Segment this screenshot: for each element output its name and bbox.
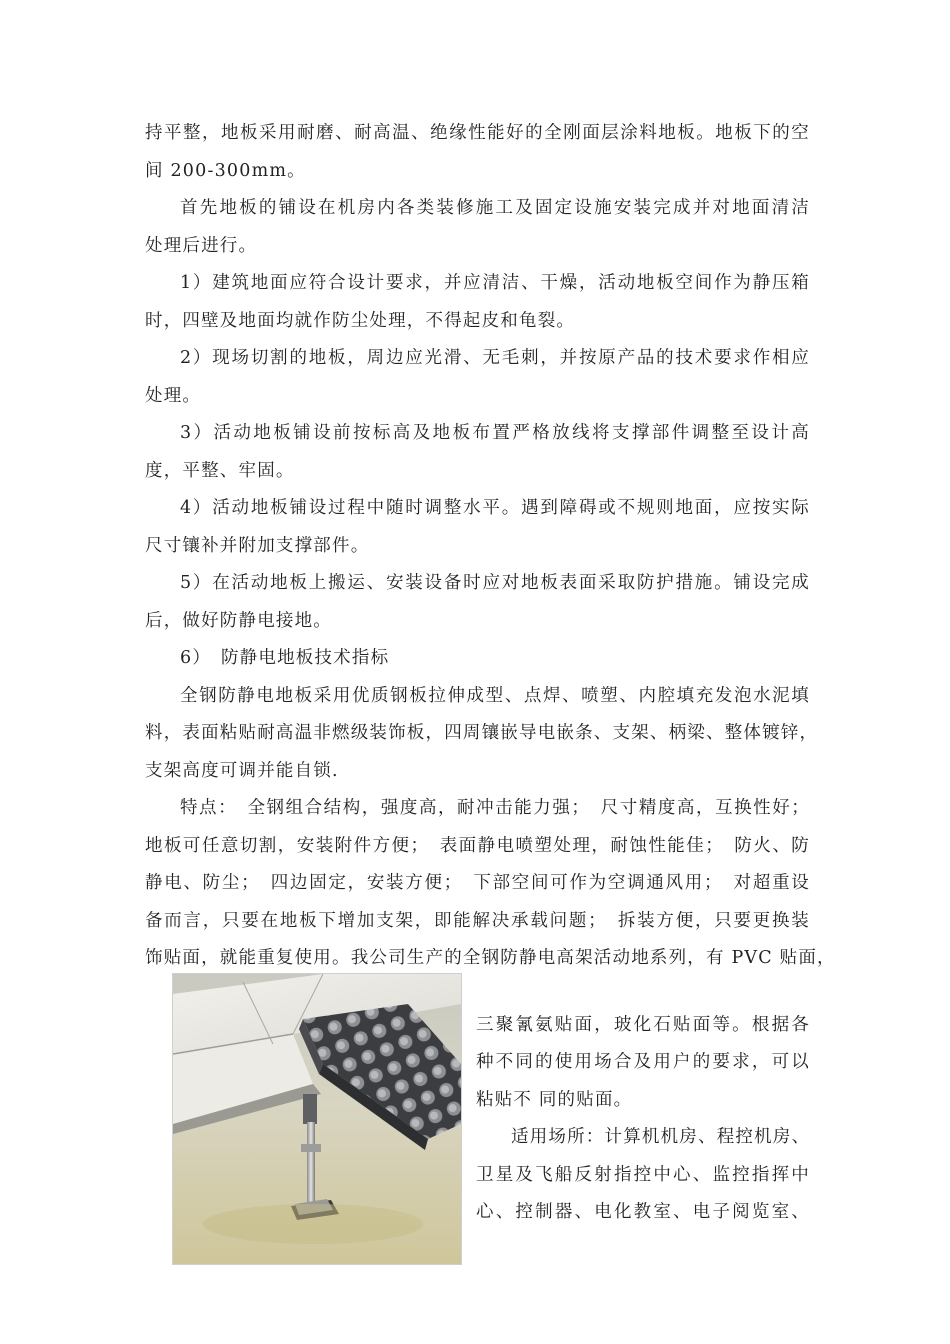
features-line: 饰贴面，就能重复使用。我公司生产的全钢防静电高架活动地系列，有 PVC 贴面， — [145, 948, 836, 968]
body-text-line: 处理后进行。 — [145, 236, 258, 256]
body-text-line: 间 200-300mm。 — [145, 161, 306, 181]
wrap-text-line: 心、控制器、电化教室、电子阅览室、 — [476, 1202, 810, 1222]
list-item-5: 5）在活动地板上搬运、安装设备时应对地板表面采取防护措施。铺设完成 — [180, 573, 810, 593]
features-line: 特点： 全钢组合结构，强度高，耐冲击能力强； 尺寸精度高，互换性好； — [180, 798, 810, 818]
body-text-line: 尺寸镶补并附加支撑部件。 — [145, 536, 370, 556]
list-item-4: 4）活动地板铺设过程中随时调整水平。遇到障碍或不规则地面，应按实际 — [180, 498, 810, 518]
raised-floor-photo-icon — [173, 974, 461, 1264]
wrap-text-line: 卫星及飞船反射指控中心、监控指挥中 — [476, 1165, 810, 1185]
body-text-line: 处理。 — [145, 386, 202, 406]
body-text-line: 全钢防静电地板采用优质钢板拉伸成型、点焊、喷塑、内腔填充发泡水泥填 — [180, 686, 810, 706]
list-item-3: 3）活动地板铺设前按标高及地板布置严格放线将支撑部件调整至设计高 — [180, 423, 810, 443]
body-text-line: 持平整，地板采用耐磨、耐高温、绝缘性能好的全刚面层涂料地板。地板下的空 — [145, 123, 810, 143]
body-text-line: 度，平整、牢固。 — [145, 461, 295, 481]
body-text-line: 支架高度可调并能自锁. — [145, 761, 339, 781]
raised-floor-photo — [172, 973, 462, 1265]
body-text-line: 时，四壁及地面均就作防尘处理，不得起皮和龟裂。 — [145, 311, 576, 331]
wrap-text-line: 种不同的使用场合及用户的要求，可以 — [476, 1052, 810, 1072]
features-line: 静电、防尘； 四边固定，安装方便； 下部空间可作为空调通风用； 对超重设 — [145, 873, 810, 893]
section-heading: 6） 防静电地板技术指标 — [180, 648, 390, 668]
list-item-1: 1）建筑地面应符合设计要求，并应清洁、干燥，活动地板空间作为静压箱 — [180, 273, 810, 293]
list-item-2: 2）现场切割的地板，周边应光滑、无毛刺，并按原产品的技术要求作相应 — [180, 348, 810, 368]
body-text-line: 料，表面粘贴耐高温非燃级装饰板，四周镶嵌导电嵌条、支架、柄梁、整体镀锌， — [145, 723, 819, 743]
body-text-line: 后，做好防静电接地。 — [145, 611, 332, 631]
features-line: 备而言，只要在地板下增加支架，即能解决承载问题； 拆装方便，只要更换装 — [145, 911, 810, 931]
body-text-line: 首先地板的铺设在机房内各类装修施工及固定设施安装完成并对地面清洁 — [180, 198, 810, 218]
wrap-text-line: 适用场所：计算机机房、程控机房、 — [511, 1127, 811, 1147]
features-line: 地板可任意切割，安装附件方便； 表面静电喷塑处理，耐蚀性能佳； 防火、防 — [145, 836, 810, 856]
wrap-text-line: 粘贴不 同的贴面。 — [476, 1090, 633, 1110]
wrap-text-line: 三聚氰氨贴面，玻化石贴面等。根据各 — [476, 1015, 810, 1035]
